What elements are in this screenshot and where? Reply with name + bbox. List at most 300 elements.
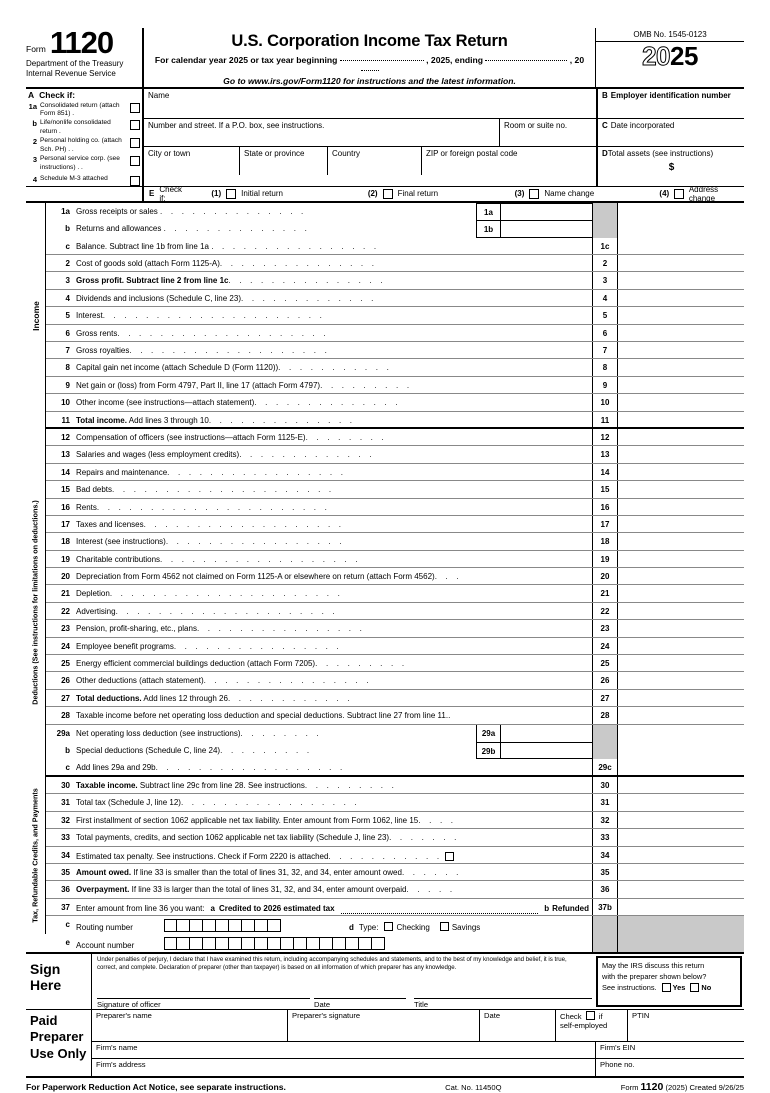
see-instructions-label: See instructions. — [602, 982, 657, 992]
spacer — [476, 307, 592, 323]
self-employed-check[interactable]: Check if self-employed — [556, 1010, 628, 1041]
line-number-box: 25 — [592, 655, 618, 671]
amount-input-9[interactable] — [618, 377, 744, 393]
beginning-date-field[interactable] — [340, 60, 424, 61]
date-incorporated-label: Date incorporated — [610, 121, 675, 130]
line-number: b — [65, 745, 70, 755]
line-number-box: 29c — [592, 759, 618, 774]
ending-year-field[interactable] — [361, 70, 379, 71]
line-label: Enter amount from line 36 you want: a Credited to 2026 estimated tax b Refunded — [76, 899, 592, 915]
line-number: 35 — [61, 867, 70, 877]
amount-input-17[interactable] — [618, 516, 744, 532]
amount-input-16[interactable] — [618, 499, 744, 515]
line-17 — [46, 516, 744, 533]
spacer — [476, 481, 592, 497]
line-label: Special deductions (Schedule C, line 24). . . . . . . . . — [76, 745, 313, 755]
line-number: 33 — [61, 833, 70, 843]
line-number: 13 — [61, 450, 70, 460]
line-label: Employee benefit programs. . . . . . . . . . . . . . . . — [76, 641, 342, 651]
line-number: 32 — [61, 815, 70, 825]
account-number-input[interactable] — [164, 937, 385, 950]
check-if-row-4[interactable] — [26, 175, 140, 186]
line-number-box: 4 — [592, 290, 618, 306]
amount-input-5[interactable] — [618, 307, 744, 323]
sub-line-number: 1b — [477, 221, 501, 236]
no-label: No — [701, 982, 712, 992]
self-employed-label: self-employed — [560, 1020, 608, 1030]
type-label: Type: — [358, 922, 379, 932]
line-number-box: 34 — [592, 847, 618, 863]
line-4 — [46, 290, 744, 307]
checkbox-initial-return[interactable] — [226, 189, 236, 199]
line-number: 15 — [61, 485, 70, 495]
spacer — [476, 377, 592, 393]
spacer — [476, 499, 592, 515]
line-number-box: 1c — [592, 238, 618, 254]
e-option-number: (3) — [514, 189, 525, 199]
amount-input-12[interactable] — [618, 429, 744, 445]
line-1a-subamount — [476, 203, 592, 220]
line-number: 18 — [61, 537, 70, 547]
line-12 — [46, 429, 744, 446]
amount-input-24[interactable] — [618, 638, 744, 654]
section-e-letter: E — [149, 189, 155, 199]
line-6 — [46, 325, 744, 342]
irs-discuss-line2: with the preparer shown below? — [602, 971, 707, 981]
line-number-box: 2 — [592, 255, 618, 271]
e-option-name-change[interactable] — [515, 189, 660, 199]
tax-section-label: Tax, Refundable Credits, and Payments — [26, 777, 46, 934]
amount-input-32[interactable] — [618, 812, 744, 828]
line-number: 7 — [65, 346, 70, 355]
checkbox-personal-holding-co[interactable] — [130, 138, 140, 148]
line-23 — [46, 620, 744, 637]
amount-input-1a[interactable] — [501, 204, 592, 220]
perjury-statement: Under penalties of perjury, I declare that I have examined this return, including accompanying schedules and statements, and to the best of my knowledge and belief, it is true, correct, and complete. Declaration of preparer (other than taxpayer) is based on all information of which preparer has any knowledge. — [97, 956, 567, 972]
ptin-field[interactable]: PTIN — [632, 1010, 650, 1020]
form-identity — [26, 25, 144, 87]
city-label: City or town — [148, 149, 191, 158]
footer-form-info — [621, 1081, 744, 1093]
line-number: 14 — [61, 467, 70, 477]
shaded-cell — [592, 725, 618, 742]
line-number-box: 6 — [592, 325, 618, 341]
line-number-box: 12 — [592, 429, 618, 445]
amount-input-36[interactable] — [618, 881, 744, 897]
line-label: Amount owed. If line 33 is smaller than the total of lines 31, 32, and 34, enter amount owed. . . . . . — [76, 867, 462, 877]
spacer — [476, 777, 592, 793]
section-c-date-incorporated[interactable] — [598, 119, 744, 147]
paid-preparer-block — [26, 1009, 744, 1076]
e-option-number: (2) — [367, 189, 378, 199]
amount-input-27[interactable] — [618, 690, 744, 706]
checkbox-self-employed[interactable] — [586, 1011, 595, 1020]
preparer-row-3 — [92, 1059, 744, 1076]
amount-input-25[interactable] — [618, 655, 744, 671]
paid-preparer-label: Paid Preparer Use Only — [26, 1010, 92, 1076]
spacer — [476, 864, 592, 880]
line-33 — [46, 829, 744, 846]
amount-input-2[interactable] — [618, 255, 744, 271]
spacer — [476, 464, 592, 480]
line-22 — [46, 603, 744, 620]
line-21 — [46, 585, 744, 602]
amount-input-30[interactable] — [618, 777, 744, 793]
line-number-box: 17 — [592, 516, 618, 532]
line-label: Energy efficient commercial buildings deduction (attach Form 7205). . . . . . . . . — [76, 659, 408, 669]
checkbox-consolidated-return[interactable] — [130, 103, 140, 113]
tax-credits-payments-section — [26, 777, 744, 952]
form-footer — [26, 1076, 744, 1093]
line-number: 10 — [61, 398, 70, 408]
line-number-box: 14 — [592, 464, 618, 480]
line-label: First installment of section 1062 applicable net tax liability. Enter amount from Form 1062, line 15. . . . — [76, 815, 457, 825]
line-number: 5 — [65, 311, 70, 321]
year-suffix: 25 — [670, 41, 698, 71]
line-number: 31 — [61, 798, 70, 808]
amount-input-14[interactable] — [618, 464, 744, 480]
state-field[interactable] — [240, 147, 328, 175]
line-37a-letter: a — [210, 904, 215, 914]
amount-input-35[interactable] — [618, 864, 744, 880]
section-d-total-assets[interactable] — [598, 147, 744, 175]
spacer — [476, 551, 592, 567]
spacer — [476, 516, 592, 532]
line-36 — [46, 881, 744, 898]
spacer — [476, 707, 592, 723]
section-e-check-if-row — [26, 184, 744, 203]
total-assets-label: Total assets (see instructions) — [607, 149, 714, 158]
amount-input-20[interactable] — [618, 568, 744, 584]
checkbox-irs-discuss-no[interactable] — [690, 983, 699, 992]
irs-line: Internal Revenue Service — [26, 69, 116, 79]
line-label: Dividends and inclusions (Schedule C, line 23). . . . . . . . . . . . . — [76, 293, 377, 303]
tax-year-badge — [596, 42, 744, 70]
amount-input-3[interactable] — [618, 272, 744, 288]
amount-input-29c[interactable] — [618, 759, 744, 774]
line-label: Gross profit. Subtract line 2 from line 1c. . . . . . . . . . . . . . . — [76, 276, 386, 286]
amount-input-10[interactable] — [618, 394, 744, 410]
line-number: b — [65, 224, 70, 234]
e-option-initial-return[interactable] — [211, 189, 367, 199]
line-number-box: 36 — [592, 881, 618, 897]
e-option-number: (1) — [211, 189, 222, 199]
line-number: 1a — [61, 206, 70, 216]
line-number-box: 27 — [592, 690, 618, 706]
amount-input-6[interactable] — [618, 325, 744, 341]
line-number-box: 19 — [592, 551, 618, 567]
amount-input-21[interactable] — [618, 585, 744, 601]
irs-website-link[interactable]: Go to www.irs.gov/Form1120 for instructions and the latest information. — [223, 76, 516, 86]
spacer — [476, 290, 592, 306]
amount-input-28[interactable] — [618, 707, 744, 723]
checkbox-savings[interactable] — [440, 922, 449, 931]
check-if-row-3[interactable] — [26, 155, 140, 171]
amount-input-4[interactable] — [618, 290, 744, 306]
section-d-letter: D — [602, 149, 608, 158]
line-number: 34 — [61, 850, 70, 860]
year-prefix: 20 — [642, 41, 670, 71]
amount-input-29b[interactable] — [501, 743, 592, 758]
ein-date-assets-block — [596, 89, 744, 186]
checkbox-final-return[interactable] — [383, 189, 393, 199]
room-label: Room or suite no. — [504, 121, 568, 130]
check-if-no: 3 — [32, 155, 37, 165]
preparer-date-field[interactable]: Date — [480, 1010, 556, 1041]
form-number: 1120 — [49, 25, 114, 60]
line-29c — [46, 759, 744, 776]
sub-line-number: 29a — [477, 725, 501, 742]
line-3 — [46, 272, 744, 289]
amount-input-11[interactable] — [618, 412, 744, 427]
spacer — [476, 759, 592, 774]
footer-year: (2025) — [665, 1082, 688, 1092]
line-number: 16 — [61, 502, 70, 512]
line-label: Capital gain net income (attach Schedule D (Form 1120)). . . . . . . . . . . — [76, 363, 393, 373]
amount-input-26[interactable] — [618, 672, 744, 688]
checkbox-personal-service-corp[interactable] — [130, 156, 140, 166]
line-label: Taxable income before net operating loss deduction and special deductions. Subtract line 27 from line 11.. — [76, 711, 454, 721]
check-if-row-2[interactable] — [26, 137, 140, 153]
check-if-label: Life/nonlife consolidated return . — [40, 119, 111, 135]
line-label: Estimated tax penalty. See instructions. Check if Form 2220 is attached . . . . . . . . . . . — [76, 847, 476, 863]
omb-year-block — [596, 28, 744, 87]
spacer — [476, 638, 592, 654]
preparer-signature-field[interactable]: Preparer's signature — [288, 1010, 480, 1041]
title-caption: Title — [414, 999, 429, 1009]
line-number-box: 22 — [592, 603, 618, 619]
spacer — [476, 829, 592, 845]
line-number: 8 — [65, 363, 70, 373]
city-field[interactable] — [144, 147, 240, 175]
line-29b — [46, 742, 744, 759]
line-label: Balance. Subtract line 1b from line 1a . . . . . . . . . . . . . . . . — [76, 241, 380, 251]
line-37 — [46, 899, 744, 916]
line-label: Other income (see instructions—attach statement). . . . . . . . . . . . . . — [76, 398, 401, 408]
line-number-box: 24 — [592, 638, 618, 654]
firm-name-field[interactable]: Firm's name — [92, 1042, 596, 1058]
blank-cell — [618, 725, 744, 742]
line-number-box: 35 — [592, 864, 618, 880]
line-number: 4 — [65, 293, 70, 303]
line-1b-subamount — [476, 220, 592, 237]
line-number: 21 — [61, 589, 70, 599]
check-if-row-1a[interactable] — [26, 102, 140, 118]
line-11 — [46, 412, 744, 429]
line-number: 26 — [61, 676, 70, 686]
spacer — [476, 847, 592, 863]
line-7 — [46, 342, 744, 359]
paid-preparer-fields — [92, 1010, 744, 1076]
line-37e — [46, 934, 744, 952]
checkbox-form-2220-attached[interactable] — [445, 852, 454, 861]
spacer — [476, 881, 592, 897]
routing-number-input[interactable] — [164, 919, 281, 932]
spacer — [476, 603, 592, 619]
e-option-label: Initial return — [241, 189, 283, 199]
amount-input-7[interactable] — [618, 342, 744, 358]
line-label: Advertising. . . . . . . . . . . . . . . . . . . . . — [76, 606, 338, 616]
deductions-section — [26, 429, 744, 777]
check-if-label: Personal holding co. (attach Sch. PH) . . — [40, 137, 122, 153]
line-number-box: 26 — [592, 672, 618, 688]
checkbox-name-change[interactable] — [529, 189, 539, 199]
e-option-number: (4) — [659, 189, 670, 199]
catalog-number: Cat. No. 11450Q — [445, 1082, 502, 1092]
preparer-row-2 — [92, 1042, 744, 1059]
e-option-final-return[interactable] — [368, 189, 515, 199]
check-if-label: Consolidated return (attach Form 851) . — [40, 101, 120, 117]
section-a-heading: Check if: — [39, 90, 76, 100]
shaded-cell — [592, 742, 618, 759]
footer-form-number: 1120 — [640, 1080, 664, 1093]
amount-input-1b[interactable] — [501, 221, 592, 236]
signature-date-input[interactable] — [314, 986, 406, 999]
check-if-row-1b[interactable] — [26, 119, 140, 135]
signature-of-officer-input[interactable] — [97, 986, 310, 999]
amount-input-22[interactable] — [618, 603, 744, 619]
line-29a — [46, 725, 744, 742]
section-b-ein[interactable] — [598, 89, 744, 119]
amount-input-8[interactable] — [618, 359, 744, 375]
line-16 — [46, 499, 744, 516]
checkbox-address-change[interactable] — [674, 189, 684, 199]
amount-input-18[interactable] — [618, 533, 744, 549]
amount-input-15[interactable] — [618, 481, 744, 497]
name-row — [144, 89, 596, 119]
line-9 — [46, 377, 744, 394]
check-if-no: 2 — [32, 137, 37, 147]
line-number: 30 — [61, 780, 70, 790]
date-caption: Date — [314, 999, 331, 1009]
deductions-lines — [46, 429, 744, 777]
line-number-box: 11 — [592, 412, 618, 427]
line-number-box: 20 — [592, 568, 618, 584]
section-a-letter: A — [28, 90, 35, 100]
spacer — [476, 272, 592, 288]
amount-input-31[interactable] — [618, 794, 744, 810]
line-number: c — [65, 763, 70, 773]
country-field[interactable] — [328, 147, 422, 175]
spacer — [476, 325, 592, 341]
credited-amount-field[interactable] — [341, 905, 539, 914]
firm-address-field[interactable]: Firm's address — [92, 1059, 596, 1076]
line-label: Add lines 29a and 29b. . . . . . . . . . . . . . . . . . — [76, 763, 346, 773]
blank-cell — [618, 742, 744, 759]
line-number-box: 31 — [592, 794, 618, 810]
line-label: Total deductions. Add lines 12 through 26. . . . . . . . . . . . — [76, 693, 353, 703]
line-number: 37 — [61, 902, 70, 912]
line-label: Compensation of officers (see instructions—attach Form 1125-E). . . . . . . . — [76, 432, 387, 442]
spacer — [476, 655, 592, 671]
spacer — [476, 568, 592, 584]
e-option-address-change[interactable] — [659, 185, 744, 203]
dept-treasury-line: Department of the Treasury — [26, 59, 124, 69]
omb-number: OMB No. 1545-0123 — [596, 28, 744, 42]
paperwork-notice: For Paperwork Reduction Act Notice, see separate instructions. — [26, 1081, 286, 1092]
irs-discuss-line1: May the IRS discuss this return — [602, 961, 705, 971]
line-label: Interest. . . . . . . . . . . . . . . . . . . . . — [76, 311, 326, 321]
phone-number-field[interactable]: Phone no. — [600, 1059, 635, 1069]
checkbox-life-nonlife[interactable] — [130, 120, 140, 130]
line-number-box: 16 — [592, 499, 618, 515]
preparer-name-field[interactable]: Preparer's name — [92, 1010, 288, 1041]
line-34 — [46, 847, 744, 864]
shaded-cell — [592, 934, 618, 952]
yes-label: Yes — [672, 982, 686, 992]
form-word-label: Form — [26, 44, 46, 55]
line-number-box: 13 — [592, 446, 618, 462]
dollar-sign: $ — [668, 162, 675, 173]
officer-title-input[interactable] — [414, 986, 592, 999]
name-address-block — [144, 89, 596, 186]
line-number: 29a — [56, 728, 70, 738]
amount-input-37b[interactable] — [618, 899, 744, 915]
amount-input-34[interactable] — [618, 847, 744, 863]
line-number: 25 — [61, 659, 70, 669]
line-label: Taxable income. Subtract line 29c from line 28. See instructions. . . . . . . . . — [76, 780, 398, 790]
line-number-box: 8 — [592, 359, 618, 375]
line-26 — [46, 672, 744, 689]
line-label: Net gain or (loss) from Form 4797, Part II, line 17 (attach Form 4797). . . . . . . . . — [76, 380, 413, 390]
firm-ein-field[interactable]: Firm's EIN — [600, 1042, 636, 1052]
name-field[interactable] — [144, 89, 596, 118]
line-20 — [46, 568, 744, 585]
line-8 — [46, 359, 744, 376]
spacer — [476, 394, 592, 410]
line-number-box: 15 — [592, 481, 618, 497]
amount-input-23[interactable] — [618, 620, 744, 636]
amount-input-19[interactable] — [618, 551, 744, 567]
line-27 — [46, 690, 744, 707]
income-lines — [46, 203, 744, 429]
line-number-box: 5 — [592, 307, 618, 323]
line-number-box: 32 — [592, 812, 618, 828]
line-number-box: 18 — [592, 533, 618, 549]
line-number-box: 3 — [592, 272, 618, 288]
street-field[interactable] — [144, 119, 500, 146]
line-label: Depletion. . . . . . . . . . . . . . . . . . . . . . — [76, 589, 343, 599]
line-number: 19 — [61, 554, 70, 564]
line-number-box: 30 — [592, 777, 618, 793]
line-label: Interest (see instructions). . . . . . . . . . . . . . . . . — [76, 537, 345, 547]
room-suite-field[interactable] — [500, 119, 596, 146]
checkbox-irs-discuss-yes[interactable] — [662, 983, 671, 992]
tax-year-beginning-label: For calendar year 2025 or tax year beginning — [154, 55, 338, 65]
amount-input-33[interactable] — [618, 829, 744, 845]
line-37b-label: Refunded — [552, 904, 589, 914]
checkbox-checking[interactable] — [384, 922, 393, 931]
check-if-no: b — [32, 119, 37, 129]
spacer — [476, 672, 592, 688]
line-label: Gross receipts or sales . . . . . . . . . . . . . . — [76, 206, 307, 216]
amount-input-29a[interactable] — [501, 725, 592, 742]
zip-field[interactable] — [422, 147, 596, 175]
line-32 — [46, 812, 744, 829]
line-label: Gross rents. . . . . . . . . . . . . . . . . . . . — [76, 328, 329, 338]
city-state-row — [144, 147, 596, 175]
line-number: 9 — [65, 380, 70, 390]
amount-input-1c[interactable] — [618, 238, 744, 254]
amount-input-13[interactable] — [618, 446, 744, 462]
income-section-label: Income — [26, 203, 46, 429]
line-10 — [46, 394, 744, 411]
line-1c — [46, 238, 744, 255]
checkbox-schedule-m3[interactable] — [130, 176, 140, 186]
line-number-box: 10 — [592, 394, 618, 410]
ending-date-field[interactable] — [485, 60, 567, 61]
spacer — [476, 238, 592, 254]
